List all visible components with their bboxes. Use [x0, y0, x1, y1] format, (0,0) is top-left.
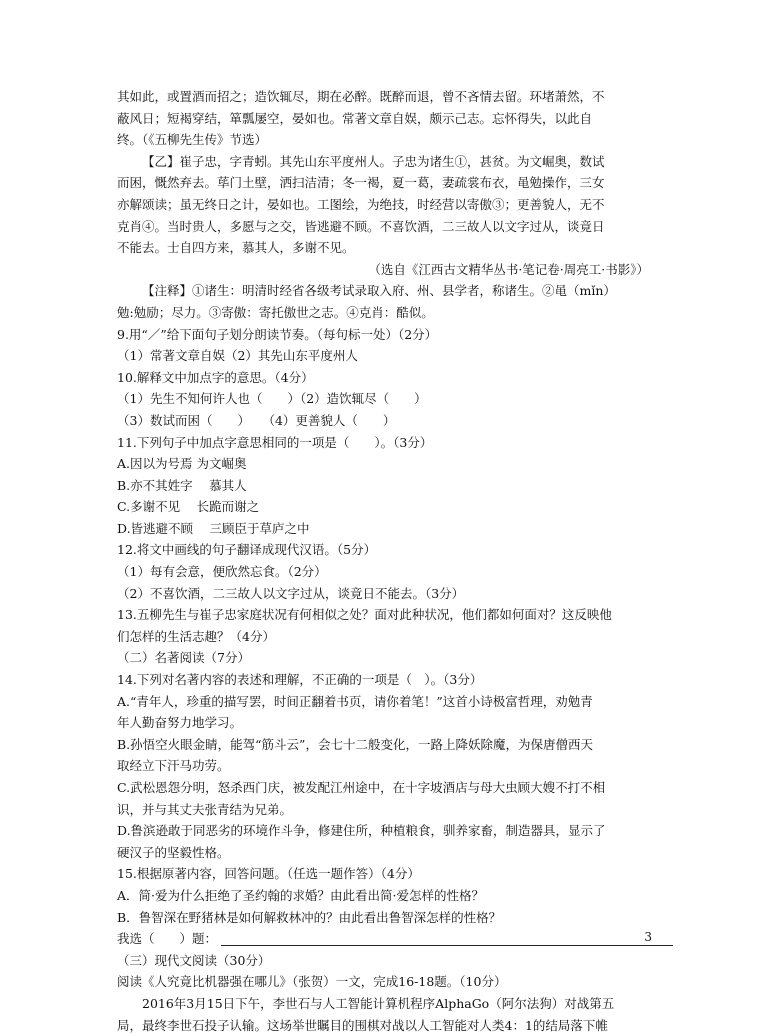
line-text: 2016年3月15日下午，李世石与人工智能计算机程序AlphaGo（阿尔法狗）对战第五 [142, 995, 615, 1011]
line-text: （选自《江西古文精华丛书·笔记卷·周亮工·书影》） [368, 261, 649, 277]
line-text: A.“青年人，珍重的描写罢，时间正翻着书页，请你着笔！”这首小诗极富哲理，劝勉青 [117, 693, 593, 709]
line-text: 9.用“／”给下面句子划分朗读节奏。（每句标一处）（2分） [117, 326, 438, 342]
line-text: 【注释】①诸生：明清时经省各级考试录取入府、州、县学者，称诸生。②黾（mǐn） [142, 283, 616, 299]
line-text: （2）不喜饮酒，二三故人以文字过从，谈竟日不能去。（3分） [117, 585, 465, 601]
text-line [117, 86, 657, 108]
line-text: C.多谢不见 长跪而谢之 [117, 499, 260, 515]
text-line [117, 475, 657, 497]
answer-blank[interactable] [221, 931, 673, 946]
text-line [117, 777, 657, 799]
text-line [117, 907, 657, 929]
text-line [117, 302, 657, 324]
text-line [117, 712, 657, 734]
page-number: 3 [644, 930, 652, 944]
line-text: 而困，慨然弃去。荜门土壁，洒扫洁清；冬一褐，夏一葛，妻疏裳布衣，黾勉操作，三女 [117, 175, 605, 191]
text-line [117, 928, 657, 950]
text-line [117, 820, 657, 842]
line-text: 【乙】崔子忠，字青蚓。其先山东平度州人。子忠为诸生①，甚贫。为文崛奥，数试 [142, 153, 605, 169]
text-line [117, 259, 657, 281]
line-text: 15.根据原著内容，回答问题。（任选一题作答）（4分） [117, 866, 420, 882]
line-text: A．简·爱为什么拒绝了圣约翰的求婚？由此看出简·爱怎样的性格？ [117, 887, 484, 903]
line-text: （3）数试而困（ ） （4）更善貌人（ ） [117, 412, 396, 428]
document-body [117, 86, 657, 1036]
text-line [117, 842, 657, 864]
text-line [117, 583, 657, 605]
text-line [117, 216, 657, 238]
line-text: 11.下列句子中加点字意思相同的一项是（ ）。（3分） [117, 434, 433, 450]
text-line [117, 734, 657, 756]
line-text: 阅读《人究竟比机器强在哪儿》（张贺）一文，完成16-18题。（10分） [117, 974, 507, 990]
line-text: B.亦不其姓字 慕其人 [117, 477, 247, 493]
line-text: 们怎样的生活志趣？（4分） [117, 628, 275, 644]
line-text: B．鲁智深在野猪林是如何解救林冲的？由此看出鲁智深怎样的性格？ [117, 909, 502, 925]
text-line [117, 863, 657, 885]
line-text: 识，并与其丈夫张青结为兄弟。 [117, 801, 293, 817]
line-text: C.武松恩怨分明，怒杀西门庆，被发配江州途中，在十字坡酒店与母大虫顾大嫂不打不相 [117, 780, 606, 795]
text-line [117, 453, 657, 475]
line-text: 硬汉子的坚毅性格。 [117, 844, 230, 860]
text-line [117, 561, 657, 583]
text-line [117, 993, 657, 1015]
text-line [117, 669, 657, 691]
text-line [117, 885, 657, 907]
line-text: 其如此，或置酒而招之；造饮辄尽，期在必醉。既醉而退，曾不吝情去留。环堵萧然，不 [117, 89, 605, 104]
text-line [117, 410, 657, 432]
text-line [117, 755, 657, 777]
line-text: 克肖④。当时贵人，多愿与之交，皆逃避不顾。不喜饮酒，二三故人以文字过从，谈竟日 [117, 218, 605, 234]
line-text: 12.将文中画线的句子翻译成现代汉语。（5分） [117, 542, 377, 558]
text-line [117, 194, 657, 216]
text-line [117, 647, 657, 669]
line-text: 终。（《五柳先生传》节选） [117, 132, 268, 148]
line-text: 勉:勉励；尽力。③寄傲：寄托傲世之志。④克肖：酷似。 [117, 304, 434, 320]
line-text: 10.解释文中加点字的意思。（4分） [117, 369, 314, 385]
line-text: D.鲁滨逊敢于同恶劣的环境作斗争，修建住所，种植粮食，驯养家畜，制造器具，显示了 [117, 823, 606, 839]
text-line [117, 345, 657, 367]
text-line [117, 237, 657, 259]
line-text: 我选（ ）题： [117, 931, 218, 947]
line-text: B.孙悟空火眼金睛，能驾“筋斗云”，会七十二般变化，一路上降妖除魔，为保唐僧西天 [117, 736, 593, 752]
line-text: 取经立下汗马功劳。 [117, 758, 230, 774]
line-text: D.皆逃避不顾 三顾臣于草庐之中 [117, 520, 310, 536]
text-line [117, 280, 657, 302]
line-text: 局，最终李世石投子认输。这场举世瞩目的围棋对战以人工智能对人类4：1的结局落下帷 [117, 1017, 608, 1033]
text-line [117, 388, 657, 410]
text-line [117, 539, 657, 561]
line-text: A.因以为号焉 为文崛奥 [117, 456, 247, 472]
text-line [117, 604, 657, 626]
line-text: 13.五柳先生与崔子忠家庭状况有何相似之处？面对此种状况，他们都如何面对？这反映他 [117, 607, 612, 623]
text-line [117, 432, 657, 454]
text-line [117, 129, 657, 151]
text-line [117, 691, 657, 713]
line-text: 亦解颂读；虽无终日之计，晏如也。工图绘，为绝技，时经营以寄傲③；更善貌人，无不 [117, 196, 605, 212]
line-text: 年人勤奋努力地学习。 [117, 715, 243, 731]
line-text: （三）现代文阅读（30分） [117, 952, 271, 968]
line-text: 不能去。士自四方来，慕其人，多谢不见。 [117, 240, 355, 256]
text-line [117, 971, 657, 993]
text-line [117, 324, 657, 346]
line-text: 蔽风日；短褐穿结，箪瓢屡空，晏如也。常著文章自娱，颇示己志。忘怀得失，以此自 [117, 110, 593, 126]
text-line [117, 799, 657, 821]
text-line [117, 367, 657, 389]
text-line [117, 151, 657, 173]
text-line [117, 950, 657, 972]
text-line [117, 1015, 657, 1036]
line-text: （二）名著阅读（7分） [117, 650, 250, 666]
text-line [117, 108, 657, 130]
line-text: （1）常著文章自娱（2）其先山东平度州人 [117, 348, 358, 364]
text-line [117, 518, 657, 540]
line-text: （1）每有会意，便欣然忘食。（2分） [117, 564, 327, 580]
text-line [117, 626, 657, 648]
text-line [117, 496, 657, 518]
line-text: 14.下列对名著内容的表述和理解，不正确的一项是（ ）。（3分） [117, 672, 483, 688]
text-line [117, 172, 657, 194]
line-text: （1）先生不知何许人也（ ）（2）造饮辄尽（ ） [117, 391, 427, 407]
